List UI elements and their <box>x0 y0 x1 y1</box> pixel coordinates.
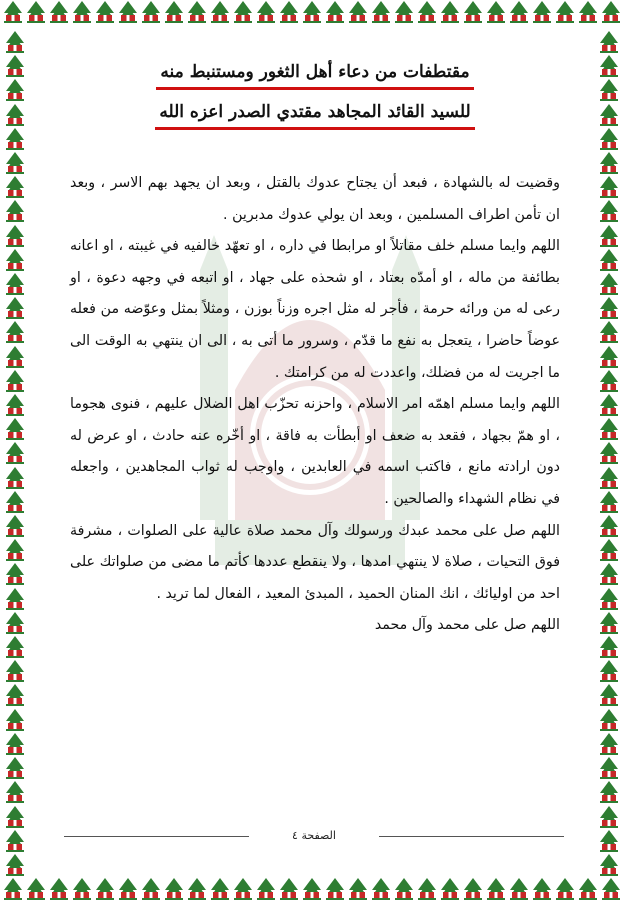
border-ornament-icon <box>232 0 254 24</box>
border-ornament-icon <box>598 248 620 272</box>
border-ornament-icon <box>186 877 208 901</box>
border-ornament-icon <box>462 0 484 24</box>
border-ornament-icon <box>324 0 346 24</box>
border-ornament-icon <box>598 54 620 78</box>
border-ornament-icon <box>4 538 26 562</box>
border-ornament-icon <box>598 30 620 54</box>
border-ornament-icon <box>508 0 530 24</box>
border-ornament-icon <box>598 732 620 756</box>
border-ornament-icon <box>4 805 26 829</box>
border-ornament-icon <box>4 514 26 538</box>
border-ornament-icon <box>94 877 116 901</box>
border-ornament-icon <box>4 732 26 756</box>
paragraph-martyrdom: وقضيت له بالشهادة ، فبعد أن يجتاح عدوك بالقتل ، وبعد ان يجهد بهم الاسر ، وبعد ان تأمن اطراف المسلمين ، وبعد ان يولي عدوك مدبرين . <box>70 175 560 223</box>
border-ornament-icon <box>163 877 185 901</box>
border-ornament-icon <box>301 877 323 901</box>
paragraph-salawat: اللهم صل على محمد عبدك ورسولك وآل محمد صلاة عالية على الصلوات ، مشرفة فوق التحيات ، صلاة لا ينتهي امدها ، ولا ينقطع عددها كأتم ما مضى من صلواتك على احد من اوليائك ، انك المنان الحميد ، المبدئ المعيد ، الفعال لما تريد . <box>70 522 560 602</box>
border-ornament-icon <box>94 0 116 24</box>
border-ornament-icon <box>531 0 553 24</box>
border-ornament-icon <box>4 490 26 514</box>
border-ornament-icon <box>554 0 576 24</box>
border-ornament-icon <box>4 635 26 659</box>
border-ornament-icon <box>4 417 26 441</box>
border-ornament-icon <box>598 466 620 490</box>
border-ornament-icon <box>4 127 26 151</box>
border-ornament-icon <box>439 877 461 901</box>
border-ornament-icon <box>598 708 620 732</box>
border-ornament-icon <box>278 877 300 901</box>
paragraph-supporters: اللهم وايما مسلم خلف مقاتلاً او مرابطا في داره ، او تعهّد خالفيه في غيبته ، او اعانه بطائفة من ماله ، او أمدّه بعتاد ، او شحذه على جهاد ، او اتبعه في وجهه دعوة ، او رعى له من ورائه حرمة ، فأجر له مثل اجره وزناً بوزن ، ومثلاً بمثل وعوّضه من فعله عوضاً حاضرا ، يتعجل به نفع ما قدّم ، وسرور ما أتى به ، الى ان ينتهي به الوقت الى ما اجريت له من فضلك، واعددت له من كرامتك . <box>70 238 560 381</box>
border-ornament-icon <box>598 296 620 320</box>
border-ornament-icon <box>209 877 231 901</box>
border-ornament-icon <box>598 659 620 683</box>
title-line-2-text: للسيد القائد المجاهد مقتدي الصدر اعزه الله <box>155 98 474 130</box>
border-ornament-icon <box>4 199 26 223</box>
document-content <box>70 58 560 642</box>
border-ornament-icon <box>209 0 231 24</box>
border-ornament-icon <box>598 587 620 611</box>
border-ornament-icon <box>598 272 620 296</box>
border-ornament-icon <box>598 635 620 659</box>
border-ornament-icon <box>4 296 26 320</box>
border-ornament-icon <box>485 877 507 901</box>
border-bottom <box>0 877 624 907</box>
border-ornament-icon <box>577 877 599 901</box>
border-ornament-icon <box>598 175 620 199</box>
border-ornament-icon <box>2 877 24 901</box>
border-ornament-icon <box>598 514 620 538</box>
border-top <box>0 0 624 30</box>
border-ornament-icon <box>347 877 369 901</box>
border-ornament-icon <box>598 345 620 369</box>
border-ornament-icon <box>439 0 461 24</box>
border-ornament-icon <box>71 877 93 901</box>
border-ornament-icon <box>598 224 620 248</box>
border-ornament-icon <box>2 0 24 24</box>
border-ornament-icon <box>347 0 369 24</box>
border-ornament-icon <box>393 0 415 24</box>
title-line-2 <box>70 98 560 130</box>
border-ornament-icon <box>598 369 620 393</box>
border-ornament-icon <box>4 151 26 175</box>
border-ornament-icon <box>301 0 323 24</box>
border-ornament-icon <box>48 0 70 24</box>
border-ornament-icon <box>598 756 620 780</box>
border-ornament-icon <box>598 127 620 151</box>
title-line-1-text: مقتطفات من دعاء أهل الثغور ومستنبط منه <box>156 58 473 90</box>
border-ornament-icon <box>598 538 620 562</box>
body-text <box>70 168 560 642</box>
border-ornament-icon <box>462 877 484 901</box>
border-ornament-icon <box>598 151 620 175</box>
border-ornament-icon <box>4 756 26 780</box>
border-ornament-icon <box>278 0 300 24</box>
border-ornament-icon <box>4 829 26 853</box>
border-ornament-icon <box>554 877 576 901</box>
border-ornament-icon <box>4 393 26 417</box>
border-ornament-icon <box>232 877 254 901</box>
border-ornament-icon <box>4 611 26 635</box>
paragraph-closing: اللهم صل على محمد وآل محمد <box>374 617 560 634</box>
border-ornament-icon <box>4 562 26 586</box>
border-ornament-icon <box>598 490 620 514</box>
border-ornament-icon <box>324 877 346 901</box>
border-ornament-icon <box>598 562 620 586</box>
border-left <box>0 30 30 877</box>
border-ornament-icon <box>531 877 553 901</box>
border-ornament-icon <box>71 0 93 24</box>
border-ornament-icon <box>4 780 26 804</box>
page-footer <box>64 826 564 846</box>
border-ornament-icon <box>598 780 620 804</box>
border-ornament-icon <box>4 248 26 272</box>
border-ornament-icon <box>393 877 415 901</box>
border-ornament-icon <box>577 0 599 24</box>
border-ornament-icon <box>4 320 26 344</box>
border-ornament-icon <box>598 611 620 635</box>
border-ornament-icon <box>598 853 620 877</box>
border-ornament-icon <box>4 103 26 127</box>
border-ornament-icon <box>140 0 162 24</box>
border-ornament-icon <box>598 829 620 853</box>
border-ornament-icon <box>598 393 620 417</box>
border-ornament-icon <box>598 441 620 465</box>
border-ornament-icon <box>4 54 26 78</box>
border-ornament-icon <box>4 78 26 102</box>
border-ornament-icon <box>186 0 208 24</box>
border-ornament-icon <box>140 877 162 901</box>
border-ornament-icon <box>48 877 70 901</box>
border-ornament-icon <box>4 587 26 611</box>
border-ornament-icon <box>416 0 438 24</box>
border-ornament-icon <box>255 0 277 24</box>
page-number: الصفحة ٤ <box>292 829 336 842</box>
border-ornament-icon <box>163 0 185 24</box>
border-right <box>594 30 624 877</box>
border-ornament-icon <box>4 683 26 707</box>
border-ornament-icon <box>416 877 438 901</box>
border-ornament-icon <box>598 199 620 223</box>
paragraph-intention: اللهم وايما مسلم اهمّه امر الاسلام ، واحزنه تحزّب اهل الضلال عليهم ، فنوى هجوما ، او همّ بجهاد ، فقعد به ضعف او أبطأت به فاقة ، او أخّره عنه حادث ، او عرض له دون ارادته مانع ، فاكتب اسمه في العابدين ، واوجب له ثواب المجاهدين ، واجعله في نظام الشهداء والصالحين . <box>70 396 560 507</box>
border-ornament-icon <box>4 272 26 296</box>
border-ornament-icon <box>4 345 26 369</box>
border-ornament-icon <box>600 877 622 901</box>
border-ornament-icon <box>4 30 26 54</box>
border-ornament-icon <box>4 175 26 199</box>
border-ornament-icon <box>4 224 26 248</box>
border-ornament-icon <box>117 0 139 24</box>
border-ornament-icon <box>370 877 392 901</box>
border-ornament-icon <box>598 417 620 441</box>
border-ornament-icon <box>508 877 530 901</box>
border-ornament-icon <box>25 0 47 24</box>
border-ornament-icon <box>4 369 26 393</box>
border-ornament-icon <box>485 0 507 24</box>
border-ornament-icon <box>598 805 620 829</box>
border-ornament-icon <box>598 683 620 707</box>
border-ornament-icon <box>4 853 26 877</box>
border-ornament-icon <box>598 78 620 102</box>
border-ornament-icon <box>255 877 277 901</box>
border-ornament-icon <box>25 877 47 901</box>
border-ornament-icon <box>600 0 622 24</box>
border-ornament-icon <box>4 659 26 683</box>
border-ornament-icon <box>4 441 26 465</box>
border-ornament-icon <box>598 320 620 344</box>
border-ornament-icon <box>117 877 139 901</box>
border-ornament-icon <box>4 466 26 490</box>
border-ornament-icon <box>598 103 620 127</box>
title-line-1 <box>70 58 560 90</box>
border-ornament-icon <box>370 0 392 24</box>
border-ornament-icon <box>4 708 26 732</box>
